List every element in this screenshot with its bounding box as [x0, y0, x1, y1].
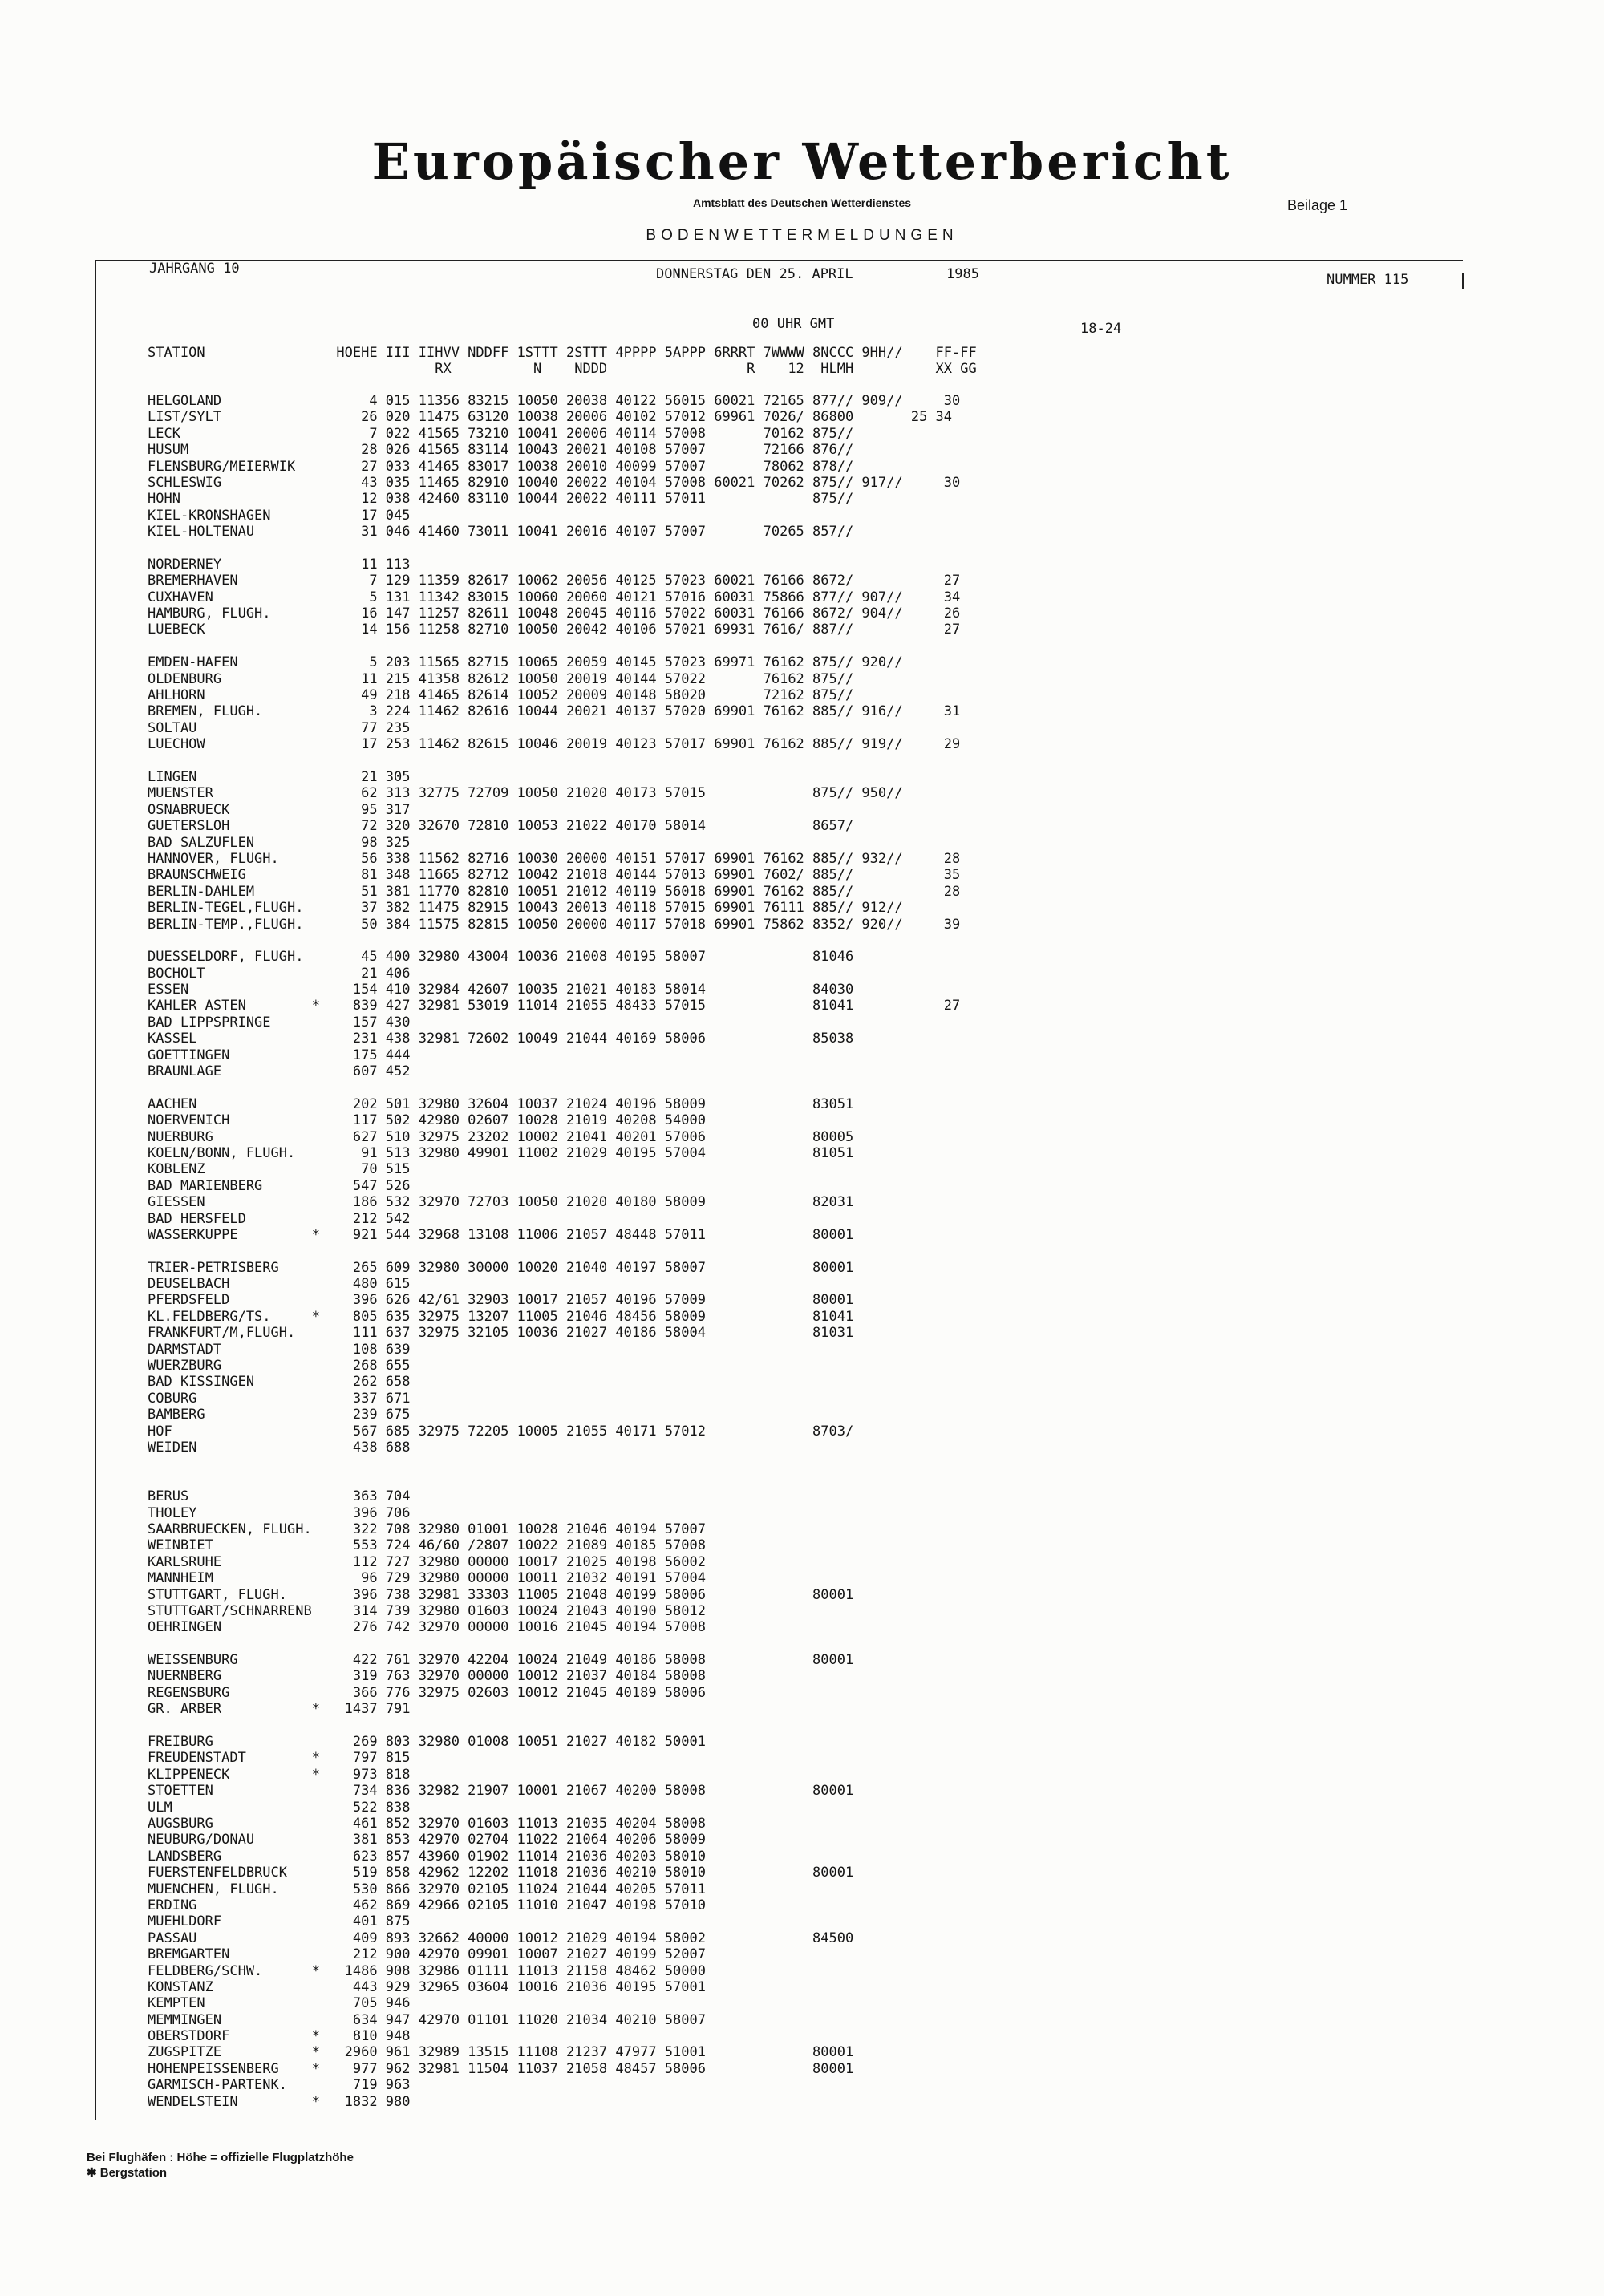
- station-row: KASSEL 231 438 32981 72602 10049 21044 40169 58006 85038: [148, 1031, 854, 1047]
- station-row: SOLTAU 77 235: [148, 719, 411, 736]
- station-row: BREMEN, FLUGH. 3 224 11462 82616 10044 20021 40137 57020 69901 76162 885// 916// 31: [148, 703, 961, 720]
- station-row: GR. ARBER * 1437 791: [148, 1701, 411, 1718]
- footnote-mountain-station: ✱ Bergstation: [87, 2166, 168, 2180]
- station-row: SAARBRUECKEN, FLUGH. 322 708 32980 01001 10028 21046 40194 57007: [148, 1521, 706, 1537]
- station-row: GIESSEN 186 532 32970 72703 10050 21020 40180 58009 82031: [148, 1194, 854, 1211]
- frame-left-rule: [95, 260, 96, 2120]
- station-row: BREMGARTEN 212 900 42970 09901 10007 21027 40199 52007: [148, 1946, 706, 1963]
- station-row: KAHLER ASTEN * 839 427 32981 53019 11014 21055 48433 57015 81041 27: [148, 998, 961, 1014]
- station-row: STUTTGART, FLUGH. 396 738 32981 33303 11005 21048 40199 58006 80001: [148, 1586, 854, 1603]
- group-spacer: [148, 1456, 960, 1472]
- station-table: [148, 393, 960, 2110]
- station-row: FREUDENSTADT * 797 815: [148, 1750, 411, 1767]
- station-row: FELDBERG/SCHW. * 1486 908 32986 01111 11013 21158 48462 50000: [148, 1962, 706, 1979]
- station-row: WEIDEN 438 688: [148, 1440, 411, 1456]
- station-row: PFERDSFELD 396 626 42/61 32903 10017 21057 40196 57009 80001: [148, 1292, 854, 1309]
- station-row: WASSERKUPPE * 921 544 32968 13108 11006 21057 48448 57011 80001: [148, 1226, 854, 1243]
- station-row: STOETTEN 734 836 32982 21907 10001 21067 40200 58008 80001: [148, 1783, 854, 1800]
- station-row: LIST/SYLT 26 020 11475 63120 10038 20006 40102 57012 69961 7026/ 86800 25 34: [148, 409, 953, 426]
- station-row: LECK 7 022 41565 73210 10041 20006 40114 57008 70162 875//: [148, 425, 854, 442]
- station-row: FUERSTENFELDBRUCK 519 858 42962 12202 11018 21036 40210 58010 80001: [148, 1865, 854, 1881]
- group-spacer: [148, 1243, 960, 1259]
- section-title: BODENWETTERMELDUNGEN: [646, 227, 958, 244]
- station-row: AACHEN 202 501 32980 32604 10037 21024 40196 58009 83051: [148, 1095, 854, 1112]
- column-header-line-2: RX N NDDD R 12 HLMH XX GG: [148, 361, 977, 377]
- station-row: KOELN/BONN, FLUGH. 91 513 32980 49901 11002 21029 40195 57004 81051: [148, 1144, 854, 1161]
- station-row: AUGSBURG 461 852 32970 01603 11013 21035 40204 58008: [148, 1815, 706, 1832]
- station-row: AHLHORN 49 218 41465 82614 10052 20009 40148 58020 72162 875//: [148, 687, 854, 704]
- station-row: MANNHEIM 96 729 32980 00000 10011 21032 40191 57004: [148, 1570, 706, 1587]
- station-row: BERLIN-TEGEL,FLUGH. 37 382 11475 82915 10043 20013 40118 57015 69901 76111 885// 912//: [148, 900, 903, 917]
- station-row: NEUBURG/DONAU 381 853 42970 02704 11022 21064 40206 58009: [148, 1832, 706, 1849]
- station-row: HUSUM 28 026 41565 83114 10043 20021 40108 57007 72166 876//: [148, 442, 854, 459]
- station-row: HELGOLAND 4 015 11356 83215 10050 20038 40122 56015 60021 72165 877// 909// 30: [148, 393, 961, 409]
- station-row: NUERBURG 627 510 32975 23202 10002 21041 40201 57006 80005: [148, 1128, 854, 1145]
- station-row: FRANKFURT/M,FLUGH. 111 637 32975 32105 10036 21027 40186 58004 81031: [148, 1325, 854, 1342]
- station-row: NOERVENICH 117 502 42980 02607 10028 21019 40208 54000: [148, 1112, 706, 1129]
- station-row: NUERNBERG 319 763 32970 00000 10012 21037 40184 58008: [148, 1668, 706, 1685]
- station-row: BAMBERG 239 675: [148, 1407, 411, 1423]
- station-row: CUXHAVEN 5 131 11342 83015 10060 20060 40121 57016 60031 75866 877// 907// 34: [148, 589, 961, 605]
- station-row: KIEL-HOLTENAU 31 046 41460 73011 10041 20016 40107 57007 70265 857//: [148, 524, 854, 541]
- supplement-label: Beilage 1: [1287, 197, 1348, 213]
- station-row: KONSTANZ 443 929 32965 03604 10016 21036 40195 57001: [148, 1978, 706, 1995]
- station-row: HOHENPEISSENBERG * 977 962 32981 11504 11037 21058 48457 58006 80001: [148, 2060, 854, 2077]
- group-spacer: [148, 541, 960, 557]
- report-year: 1985: [946, 266, 979, 282]
- station-row: BAD LIPPSPRINGE 157 430: [148, 1014, 411, 1031]
- station-row: KOBLENZ 70 515: [148, 1161, 411, 1178]
- station-row: ESSEN 154 410 32984 42607 10035 21021 40183 58014 84030: [148, 982, 854, 998]
- station-row: MEMMINGEN 634 947 42970 01101 11020 21034 40210 58007: [148, 2011, 706, 2028]
- station-row: FLENSBURG/MEIERWIK 27 033 41465 83017 10038 20010 40099 57007 78062 878//: [148, 458, 854, 475]
- footnote-airport-height: Bei Flughäfen : Höhe = offizielle Flugplatzhöhe: [87, 2151, 354, 2164]
- station-row: STUTTGART/SCHNARRENB 314 739 32980 01603 10024 21043 40190 58012: [148, 1602, 706, 1619]
- station-row: LUECHOW 17 253 11462 82615 10046 20019 40123 57017 69901 76162 885// 919// 29: [148, 736, 961, 753]
- station-row: BOCHOLT 21 406: [148, 965, 411, 982]
- station-row: DEUSELBACH 480 615: [148, 1276, 411, 1293]
- station-row: HOHN 12 038 42460 83110 10044 20022 40111 57011 875//: [148, 491, 854, 508]
- station-row: HAMBURG, FLUGH. 16 147 11257 82611 10048 20045 40116 57022 60031 76166 8672/ 904// 26: [148, 605, 961, 622]
- station-row: PASSAU 409 893 32662 40000 10012 21029 40194 58002 84500: [148, 1930, 854, 1946]
- station-row: OBERSTDORF * 810 948: [148, 2028, 411, 2045]
- station-row: LINGEN 21 305: [148, 768, 411, 785]
- station-row: BAD HERSFELD 212 542: [148, 1210, 411, 1227]
- station-row: DUESSELDORF, FLUGH. 45 400 32980 43004 10036 21008 40195 58007 81046: [148, 949, 854, 966]
- station-row: MUENCHEN, FLUGH. 530 866 32970 02105 11024 21044 40205 57011: [148, 1881, 706, 1897]
- station-row: HANNOVER, FLUGH. 56 338 11562 82716 10030 20000 40151 57017 69901 76162 885// 932// 28: [148, 850, 961, 867]
- station-row: LUEBECK 14 156 11258 82710 10050 20042 40106 57021 69931 7616/ 887// 27: [148, 622, 961, 638]
- station-row: GOETTINGEN 175 444: [148, 1047, 411, 1063]
- frame-top-rule: [95, 260, 1463, 261]
- station-row: ULM 522 838: [148, 1799, 411, 1816]
- station-row: BRAUNSCHWEIG 81 348 11665 82712 10042 21018 40144 57013 69901 7602/ 885// 35: [148, 867, 961, 884]
- station-row: NORDERNEY 11 113: [148, 556, 411, 573]
- station-row: OLDENBURG 11 215 41358 82612 10050 20019 40144 57022 76162 875//: [148, 670, 854, 687]
- station-row: LANDSBERG 623 857 43960 01902 11014 21036 40203 58010: [148, 1848, 706, 1865]
- station-row: WEINBIET 553 724 46/60 /2807 10022 21089 40185 57008: [148, 1537, 706, 1554]
- issue-number: NUMMER 115: [1327, 272, 1409, 288]
- group-spacer: [148, 1472, 960, 1488]
- station-row: BREMERHAVEN 7 129 11359 82617 10062 20056 40125 57023 60021 76166 8672/ 27: [148, 573, 961, 589]
- station-row: OEHRINGEN 276 742 32970 00000 10016 21045 40194 57008: [148, 1619, 706, 1636]
- station-row: THOLEY 396 706: [148, 1504, 411, 1521]
- station-row: MUEHLDORF 401 875: [148, 1913, 411, 1930]
- station-row: HOF 567 685 32975 72205 10005 21055 40171 57012 8703/: [148, 1423, 854, 1440]
- station-row: TRIER-PETRISBERG 265 609 32980 30000 10020 21040 40197 58007 80001: [148, 1259, 854, 1276]
- observation-time: 00 UHR GMT: [752, 316, 835, 332]
- station-row: OSNABRUECK 95 317: [148, 801, 411, 818]
- station-row: BAD SALZUFLEN 98 325: [148, 834, 411, 851]
- station-row: KIEL-KRONSHAGEN 17 045: [148, 507, 411, 524]
- subtitle: Amtsblatt des Deutschen Wetterdienstes: [692, 196, 912, 209]
- column-header-line-1: STATION HOEHE III IIHVV NDDFF 1STTT 2STTT 4PPPP 5APPP 6RRRT 7WWWW 8NCCC 9HH// FF-FF: [148, 345, 977, 361]
- station-row: REGENSBURG 366 776 32975 02603 10012 21045 40189 58006: [148, 1684, 706, 1701]
- station-row: BERLIN-DAHLEM 51 381 11770 82810 10051 21012 40119 56018 69901 76162 885// 28: [148, 883, 961, 900]
- frame-right-rule: [1462, 273, 1464, 289]
- station-row: BERLIN-TEMP.,FLUGH. 50 384 11575 82815 10050 20000 40117 57018 69901 75862 8352/ 920// 39: [148, 916, 961, 933]
- station-row: BAD KISSINGEN 262 658: [148, 1374, 411, 1391]
- group-spacer: [148, 933, 960, 949]
- volume-label: JAHRGANG 10: [149, 261, 240, 277]
- station-row: WUERZBURG 268 655: [148, 1358, 411, 1375]
- station-row: GARMISCH-PARTENK. 719 963: [148, 2077, 411, 2094]
- group-spacer: [148, 638, 960, 654]
- station-row: COBURG 337 671: [148, 1390, 411, 1407]
- station-row: WENDELSTEIN * 1832 980: [148, 2093, 411, 2110]
- station-row: FREIBURG 269 803 32980 01008 10051 21027 40182 50001: [148, 1734, 706, 1751]
- column-headers: [148, 345, 977, 377]
- report-date: DONNERSTAG DEN 25. APRIL: [656, 266, 853, 282]
- station-row: KEMPTEN 705 946: [148, 1995, 411, 2012]
- station-row: BAD MARIENBERG 547 526: [148, 1177, 411, 1194]
- station-row: ZUGSPITZE * 2960 961 32989 13515 11108 21237 47977 51001 80001: [148, 2044, 854, 2061]
- station-row: KLIPPENECK * 973 818: [148, 1766, 411, 1783]
- period-label: 18-24: [1080, 321, 1122, 337]
- station-row: SCHLESWIG 43 035 11465 82910 10040 20022 40104 57008 60021 70262 875// 917// 30: [148, 474, 961, 491]
- station-row: BRAUNLAGE 607 452: [148, 1063, 411, 1080]
- station-row: ERDING 462 869 42966 02105 11010 21047 40198 57010: [148, 1897, 706, 1913]
- station-row: MUENSTER 62 313 32775 72709 10050 21020 40173 57015 875// 950//: [148, 785, 903, 802]
- station-row: GUETERSLOH 72 320 32670 72810 10053 21022 40170 58014 8657/: [148, 818, 854, 835]
- group-spacer: [148, 1718, 960, 1734]
- station-row: EMDEN-HAFEN 5 203 11565 82715 10065 20059 40145 57023 69971 76162 875// 920//: [148, 654, 903, 671]
- station-row: KARLSRUHE 112 727 32980 00000 10017 21025 40198 56002: [148, 1553, 706, 1570]
- group-spacer: [148, 1079, 960, 1095]
- station-row: KL.FELDBERG/TS. * 805 635 32975 13207 11005 21046 48456 58009 81041: [148, 1308, 854, 1325]
- station-row: DARMSTADT 108 639: [148, 1341, 411, 1358]
- group-spacer: [148, 1636, 960, 1652]
- group-spacer: [148, 753, 960, 769]
- station-row: BERUS 363 704: [148, 1488, 411, 1505]
- station-row: WEISSENBURG 422 761 32970 42204 10024 21049 40186 58008 80001: [148, 1652, 854, 1669]
- page-title: Europäischer Wetterbericht: [371, 132, 1233, 191]
